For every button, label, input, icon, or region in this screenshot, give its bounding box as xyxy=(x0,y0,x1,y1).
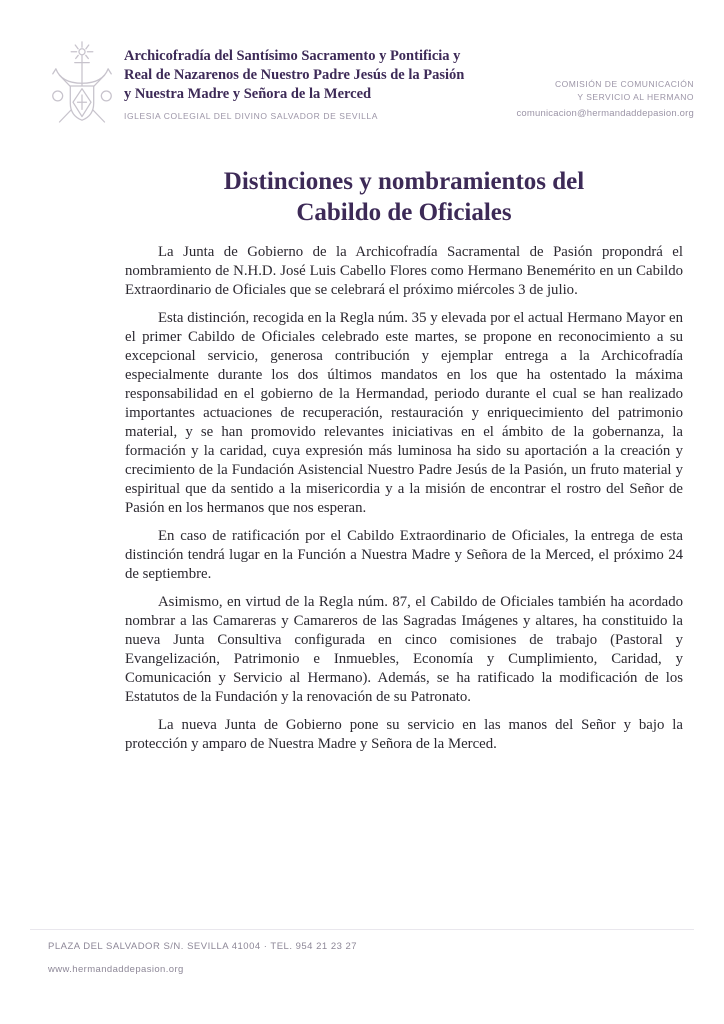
page-footer xyxy=(48,941,357,975)
document-body xyxy=(125,243,683,763)
brotherhood-crest-icon xyxy=(46,38,118,134)
page-title xyxy=(125,166,683,228)
contact-block xyxy=(516,38,694,120)
page-title-line-1: Distinciones y nombramientos del xyxy=(223,168,585,195)
paragraph-1: La Junta de Gobierno de la Archicofradía Sacramental de Pasión propondrá el nombramiento de N.H.D. José Luis Cabello Flores como Hermano Benemérito en un Cabildo Extraordinario de Oficiales que se celebrará el próximo miércoles 3 de julio. xyxy=(125,244,683,298)
org-identity xyxy=(124,38,464,121)
org-name-line-2: Real de Nazarenos de Nuestro Padre Jesús de la Pasión xyxy=(124,67,465,83)
footer-website-link[interactable]: www.hermandaddepasion.org xyxy=(48,964,184,975)
paragraph-2: Esta distinción, recogida en la Regla núm. 35 y elevada por el actual Hermano Mayor en el primer Cabildo de Oficiales celebrado este martes, se propone en reconocimiento a su excepcional servicio, generosa contribución y ejemplar entrega a la Archicofradía especialmente durante los dos últimos mandatos en los que ha ostentado la máxima responsabilidad en el gobierno de la Hermandad, periodo durante el cual se han realizado importantes actuaciones de recuperación, restauración y enriquecimiento del patrimonio material, y se han promovido relevantes iniciativas en el ámbito de la gobernanza, la formación y la caridad, cuya expresión más luminosa ha sido su aportación a la creación y crecimiento de la Fundación Asistencial Nuestro Padre Jesús de la Pasión, un fruto material y espiritual que da sentido a la misericordia y a la misión de encontrar el rostro del Señor de Pasión en los hermanos que nos esperan. xyxy=(125,310,683,516)
contact-line-2: Y SERVICIO AL HERMANO xyxy=(577,92,694,102)
letterhead xyxy=(46,38,694,134)
org-name-line-1: Archicofradía del Santísimo Sacramento y Pontificia y xyxy=(124,48,461,64)
paragraph-4: Asimismo, en virtud de la Regla núm. 87, el Cabildo de Oficiales también ha acordado nombrar a las Camareras y Camareros de las Sagradas Imágenes y altares, ha constituido la nueva Junta Consultiva configurada en cinco comisiones de trabajo (Pastoral y Evangelización, Patrimonio e Inmuebles, Economía y Cumplimiento, Caridad, y Comunicación y Servicio al Hermano). Además, se ha ratificado la modificación de los Estatutos de la Fundación y la renovación de su Patronato. xyxy=(125,594,683,705)
paragraph-5: La nueva Junta de Gobierno pone su servicio en las manos del Señor y bajo la protección y amparo de Nuestra Madre y Señora de la Merced. xyxy=(125,717,683,752)
org-subtitle: IGLESIA COLEGIAL DEL DIVINO SALVADOR DE SEVILLA xyxy=(124,111,379,121)
page-title-line-2: Cabildo de Oficiales xyxy=(296,199,512,226)
footer-address: PLAZA DEL SALVADOR S/N. SEVILLA 41004 · TEL. 954 21 23 27 xyxy=(48,941,358,952)
contact-email-link[interactable]: comunicacion@hermandaddepasion.org xyxy=(516,108,694,119)
footer-divider xyxy=(30,929,694,930)
contact-line-1: COMISIÓN DE COMUNICACIÓN xyxy=(554,79,694,89)
paragraph-3: En caso de ratificación por el Cabildo Extraordinario de Oficiales, la entrega de esta distinción tendrá lugar en la Función a Nuestra Madre y Señora de la Merced, el próximo 24 de septiembre. xyxy=(125,528,683,582)
org-name-line-3: y Nuestra Madre y Señora de la Merced xyxy=(124,86,372,102)
